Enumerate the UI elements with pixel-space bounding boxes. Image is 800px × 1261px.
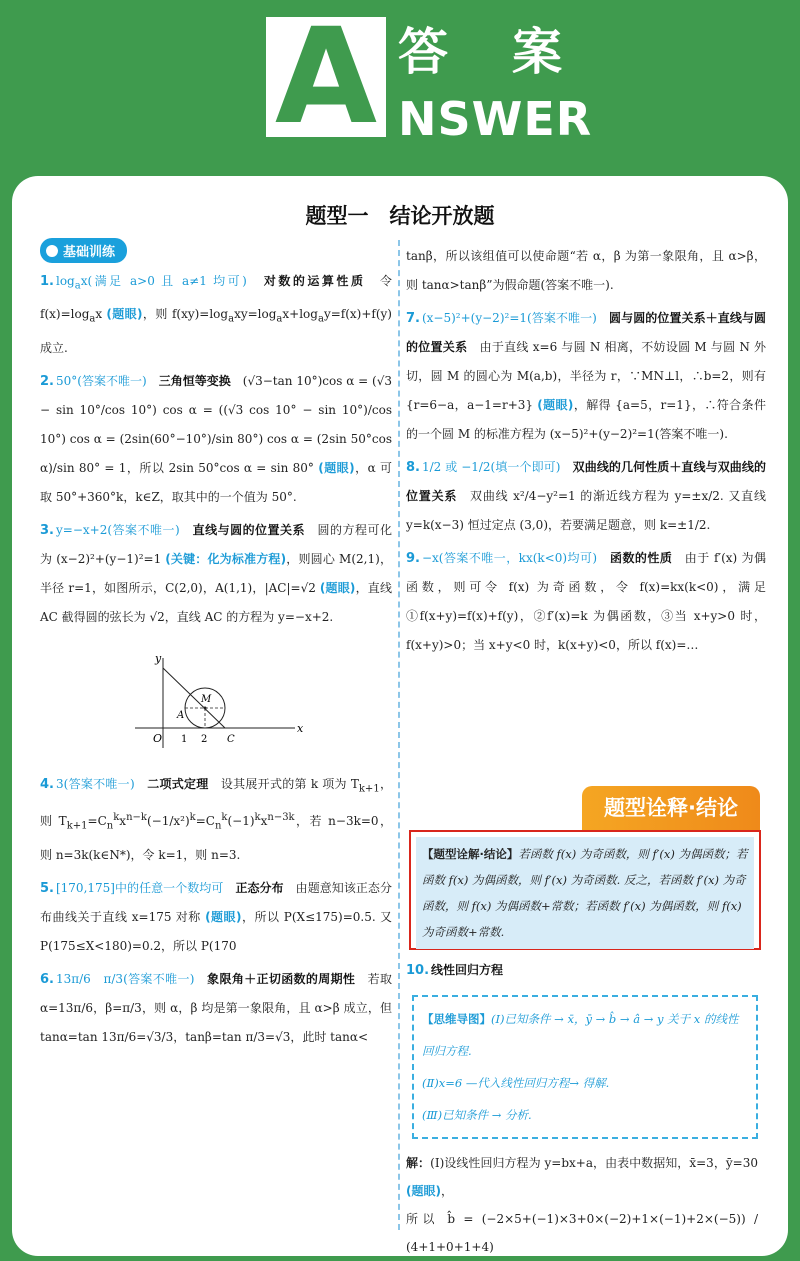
answer-title-cn: 答案 <box>398 23 626 81</box>
left-answer-item <box>40 874 392 961</box>
answer-logo-letter: A <box>266 17 386 137</box>
section-pill <box>40 238 127 263</box>
question-number: 2. <box>40 373 54 389</box>
q10-keyword: 线性回归方程 <box>431 963 504 977</box>
q6-continuation: tanβ，所以该组值可以使命题“若 α，β 为第一象限角，且 α>β，则 tanα>tanβ”为假命题(答案不唯一). <box>406 249 766 292</box>
explanation-text: 若取 α=13π/6，β=π/3，则 α，β 均是第一象限角，且 α>β 成立，但 tanα=tan 13π/6=√3/3，tanβ=tan π/3=√3，此时 tanα< <box>40 971 392 1044</box>
point-c-label: C <box>227 733 235 745</box>
mind-line-3: (Ⅲ)已知条件 → 分析. <box>422 1108 532 1122</box>
answer-text: 3(答案不唯一) <box>55 776 135 791</box>
answer-text: 13π/6 π/3(答案不唯一) <box>55 971 195 986</box>
tick-1-label: 1 <box>181 733 188 745</box>
knowledge-point: 二项式定理 <box>147 776 209 791</box>
origin-label: O <box>153 731 163 745</box>
right-answer-item <box>406 544 766 660</box>
solution-text-2: 所以 b̂ = (−2×5+(−1)×3+0×(−2)+1×(−1)+2×(−5)) / (4+1+0+1+4) <box>406 1212 758 1254</box>
explanation-text: 由于直线 x=6 与圆 N 相离，不妨设圆 M 与圆 N 外切，圆 M 的圆心为 M(a,b)，半径为 r，∵MN⊥l，∴b=2，则有 {r=6−a，a−1=r+3} (题眼)，解得 {a=5，r=1}，∴符合条件的一个圆 M 的标准方程为 (x−5)²+(y−2)²=1(答案不唯一). <box>406 340 766 441</box>
answer-title-en: NSWER <box>398 92 593 146</box>
left-answer-item <box>40 965 392 1052</box>
solution-label: 解： <box>406 1156 431 1170</box>
q10-number: 10. <box>406 963 430 978</box>
explanation-text: 由于 f′(x) 为偶函数，则可令 f(x) 为奇函数，令 f(x)=kx(k<0)，满足①f(x+y)=f(x)+f(y)，②f′(x)=k 为偶函数，③当 x+y>0 时，f(x+y)>0；当 x+y<0 时，k(x+y)<0，所以 f(x)=… <box>406 551 766 652</box>
knowledge-point: 圆与圆的位置关系＋直线与圆的位置关系 <box>406 311 766 354</box>
explanation-text: 双曲线 x²/4−y²=1 的渐近线方程为 y=±x/2. 又直线 y=k(x−3) 恒过定点 (3,0)，若要满足题意，则 k=±1/2. <box>406 489 766 532</box>
note-content <box>416 837 754 949</box>
answer-text: 50°(答案不唯一) <box>55 373 147 388</box>
column-divider <box>398 240 400 1230</box>
knowledge-point: 象限角＋正切函数的周期性 <box>207 971 356 986</box>
page-title: 题型一 结论开放题 <box>305 204 495 228</box>
note-banner: 题型诠释·结论 <box>582 786 760 830</box>
mind-map-box <box>412 995 758 1139</box>
question-number: 8. <box>406 460 420 475</box>
mind-line-1: (Ⅰ)已知条件 → x̄，ȳ → b̂ → â → y 关于 x 的线性回归方程. <box>422 1012 739 1058</box>
knowledge-point: 直线与圆的位置关系 <box>192 522 306 537</box>
question-number: 3. <box>40 522 54 538</box>
question-number: 4. <box>40 776 54 792</box>
note-text: 若函数 f(x) 为奇函数，则 f′(x) 为偶函数；若函数 f(x) 为偶函数，则 f′(x) 为奇函数. 反之，若函数 f′(x) 为奇函数，则 f(x) 为偶函数+常数；若函数 f′(x) 为偶函数，则 f(x) 为奇函数+常数. <box>422 847 748 939</box>
left-answer-item <box>40 367 392 512</box>
mind-map-label: 【思维导图】 <box>422 1012 491 1026</box>
answer-text: −x(答案不唯一，kx(k<0)均可) <box>421 551 598 565</box>
answer-text: (x−5)²+(y−2)²=1(答案不唯一) <box>421 311 597 325</box>
right-answer-list <box>406 304 766 660</box>
left-answer-item <box>40 267 392 363</box>
knowledge-point: 正态分布 <box>235 880 284 895</box>
x-axis-label: x <box>297 721 304 735</box>
knowledge-point: 对数的运算性质 <box>263 274 366 288</box>
tick-2-label: 2 <box>201 733 208 745</box>
explanation-text: 令 $f(x)=\log_ax$ (题眼)，则 $f(xy)=\log_axy=\log_ax+\log_ay=f(x)+f(y)$成立. <box>40 274 392 355</box>
point-m-label: M <box>201 693 212 705</box>
question-number: 6. <box>40 971 54 987</box>
note-label: 【题型诠解·结论】 <box>422 847 519 861</box>
note-box <box>409 830 761 950</box>
left-answer-item <box>40 516 392 632</box>
explanation-text: 设其展开式的第 k 项为 $T_{k+1}$，则 $T_{k+1}=C_n^kx^{n-k}(-1/x^2)^k=C_n^k(-1)^kx^{n-3k}$，若 n−3k=0，则 n=3k(k∈N*)，令 k=1，则 n=3. <box>40 776 392 862</box>
left-column <box>40 238 392 1052</box>
y-axis-label: y <box>155 651 162 665</box>
right-column <box>406 238 766 660</box>
answer-text: 1/2 或 −1/2(填一个即可) <box>421 460 561 474</box>
section-pill-label: 基础训练 <box>63 245 116 260</box>
question-number: 1. <box>40 274 54 289</box>
point-a-label: A <box>177 709 185 721</box>
explanation-text: 圆的方程可化为 (x−2)²+(y−1)²=1 (关键：化为标准方程)，则圆心 M(2,1)，半径 r=1，如图所示，C(2,0)，A(1,1)，|AC|=√2 (题眼)，直线 AC 截得圆的弦长为 √2，直线 AC 的方程为 y=−x+2. <box>40 522 392 624</box>
question-number: 9. <box>406 551 420 566</box>
knowledge-point: 双曲线的几何性质＋直线与双曲线的位置关系 <box>406 460 766 503</box>
right-answer-item <box>406 453 766 540</box>
knowledge-point: 函数的性质 <box>610 551 673 565</box>
explanation-text: (√3−tan 10°)cos α = (√3 − sin 10°/cos 10°) cos α = ((√3 cos 10° − sin 10°)/cos 10°) cos α = (2sin(60°−10°)/sin 80°) cos α = (2sin 50°cos α)/sin 80° = 1，所以 2sin 50°cos α = sin 80° (题眼)，α 可取 50°+360°k，k∈Z，取其中的一个值为 50°. <box>40 373 392 504</box>
left-answer-item <box>40 770 392 870</box>
question-number: 5. <box>40 880 54 896</box>
header-banner <box>0 0 800 190</box>
answer-text: $\log_ax$(满足 a>0 且 a≠1 均可) <box>55 274 247 292</box>
pill-dot-icon <box>46 245 58 257</box>
knowledge-point: 三角恒等变换 <box>158 373 231 388</box>
solution-text: (Ⅰ)设线性回归方程为 y=bx+a，由表中数据知，x̄=3，ȳ=30 (题眼)， <box>406 1156 758 1198</box>
mind-line-2: (Ⅱ)x=6 —代入线性回归方程→ 得解. <box>422 1076 610 1090</box>
explanation-text: 由题意知该正态分布曲线关于直线 x=175 对称 (题眼)，所以 P(X≤175)=0.5. 又 P(175≤X<180)=0.2，所以 P(170 <box>40 880 392 953</box>
question-10 <box>406 952 758 1261</box>
answer-text: [170,175]中的任意一个数均可 <box>55 880 224 895</box>
circle-diagram <box>40 650 392 758</box>
right-answer-item <box>406 304 766 449</box>
answer-text: y=−x+2(答案不唯一) <box>55 522 180 537</box>
question-number: 7. <box>406 311 420 326</box>
left-answer-list <box>40 267 392 1052</box>
